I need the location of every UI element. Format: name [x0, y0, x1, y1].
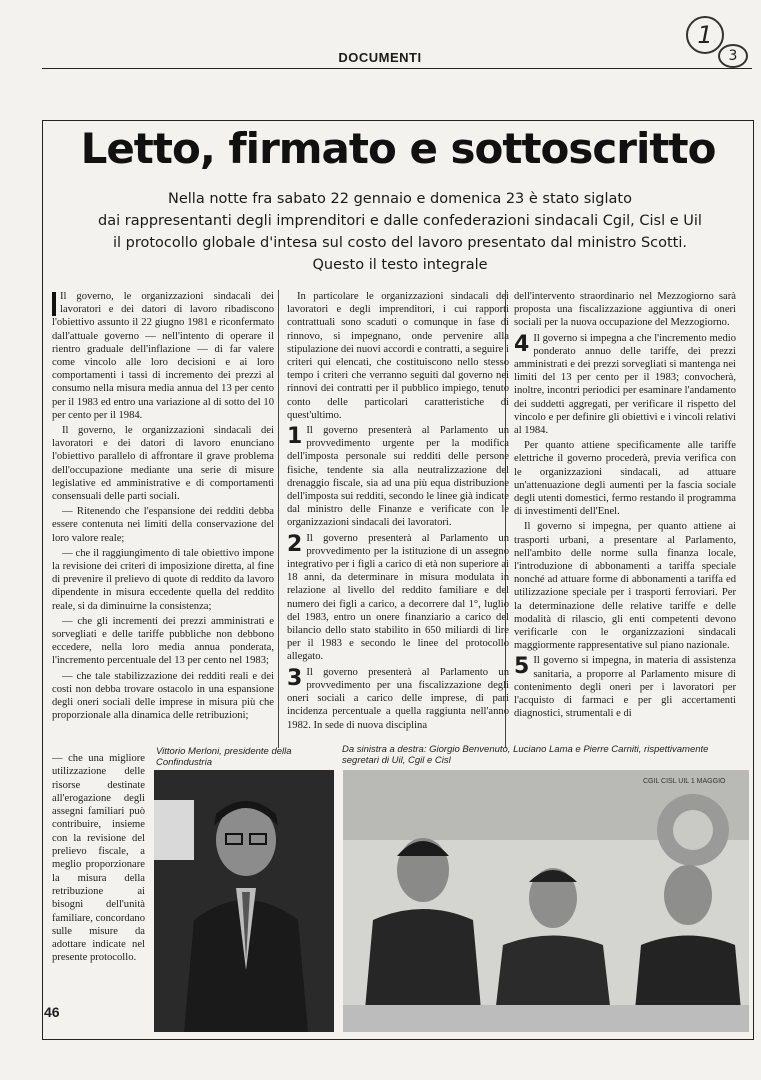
page-number: 46	[44, 1004, 60, 1020]
drop-bar	[52, 292, 56, 316]
section-label: DOCUMENTI	[338, 50, 422, 65]
paragraph: Il governo si impegna, per quanto attiene ai trasporti urbani, a presentare al Parlamento, nell'ambito delle norme sulla finanza locale, l'introduzione di abbonamenti a tariffa speciale nonché ad attuare forme di abbonamenti a tariffa ed utilizzazione speciale per i trasporti ferroviari. Per la determinazione delle relative tariffe e delle modalità di rilascio, gli enti competenti devono verificarle con le organizzazioni sindacali maggiormente rappresentative sul piano nazionale.	[514, 521, 736, 652]
photo-merloni	[154, 770, 334, 1032]
paragraph: Il governo, le organizzazioni sindacali dei lavoratori e dei datori di lavoro enunciano l'obiettivo parallelo di affrontare il grave problema dell'occupazione mediante una serie di misure legislative ed amministrative e di comportamenti consensuali delle parti sociali.	[52, 425, 274, 503]
subtitle-line: Nella notte fra sabato 22 gennaio e domenica 23 è stato siglato	[168, 191, 632, 207]
paragraph: — che una migliore utilizzazione delle risorse destinate all'erogazione degli assegni familiari può contribuire, insieme con la revisione del prelievo fiscale, a meglio proporzionare la misura della retribuzione ai bisogni dell'unità familiare, concordano sulle misure da adottare indicate nel presente protocollo.	[52, 753, 145, 964]
text-column-1	[52, 290, 274, 725]
paragraph: — che tale stabilizzazione dei redditi reali e dei costi non debba trovare ostacolo in una espansione degli oneri sociali delle imprese in misura più che proporzionale alla dinamica delle retribuzioni;	[52, 670, 274, 722]
handwritten-small-annotation: 3	[718, 44, 748, 68]
subtitle	[70, 188, 730, 276]
portrait-illustration	[154, 770, 334, 1032]
group-illustration	[343, 770, 749, 1032]
text-column-3	[514, 290, 736, 723]
paragraph: Per quanto attiene specificamente alle tariffe elettriche il governo procederà, previa verifica con le organizzazioni sindacali, ad attuare un'attenuazione degli aumenti per la fascia sociale degli utenti domestici, fermo restando il programma di investimenti dell'Enel.	[514, 440, 736, 518]
point-number: 1	[287, 424, 303, 450]
subtitle-line: Questo il testo integrale	[312, 257, 488, 273]
paragraph: — che gli incrementi dei prezzi amministrati e sorvegliati e delle tariffe pubbliche non debbono eccedere, nella loro media annua ponderata, l'incremento percentuale del 13 per cento nel 1983;	[52, 615, 274, 667]
paragraph: In particolare le organizzazioni sindacali dei lavoratori e degli imprenditori, i cui rapporti contrattuali sono scaduti o comunque in fase di rinnovo, si impegnano, onde pervenire alla stipulazione dei nuovi accordi e contratti, a seguire i criteri qui elencati, che costituiscono nello stesso tempo i criteri che verranno seguiti dal governo nei rinnovi dei contratti per il pubblico impiego, tenuto conto delle particolari caratteristiche di quest'ultimo.	[287, 291, 509, 421]
numbered-point: 3 Il governo presenterà al Parlamento un provvedimento per una fiscalizzazione degli oneri sociali a carico delle imprese, di pari incidenza percentuale a quella raggiunta nell'anno 1982. In sede di nuova disciplina	[287, 665, 509, 731]
point-number: 5	[514, 654, 530, 680]
paragraph: — che il raggiungimento di tale obiettivo impone la revisione dei criteri di imposizione diretta, al fine di prevenire il prelievo di quote di reddito da lavoro dipendente in misura eccedente quella del reddito reale, si da diminuirne la consistenza;	[52, 547, 274, 612]
subtitle-line: dai rappresentanti degli imprenditori e dalle confederazioni sindacali Cgil, Cisl e Uil	[98, 213, 702, 229]
headline: Letto, firmato e sottoscritto	[80, 124, 716, 173]
subtitle-line: il protocollo globale d'intesa sul costo del lavoro presentato dal ministro Scotti.	[112, 235, 688, 251]
paragraph: Il governo, le organizzazioni sindacali dei lavoratori e dei datori di lavoro ribadiscono l'obiettivo assunto il 22 giugno 1981 e riconfermato dall'attuale governo — nell'intento di operare il rientro graduale dell'inflazione — di far valere come vincolo alle loro decisioni e ai loro comportamenti i tassi di incremento dei prezzi al consumo nella misura media annua del 13 per cento per il 1983 ed entro una variazione al di sotto del 10 per cento per il 1984.	[52, 291, 274, 421]
photo-caption-right: Da sinistra a destra: Giorgio Benvenuto, Luciano Lama e Pierre Carniti, rispettivamente segretari di Uil, Cgil e Cisl	[342, 744, 709, 766]
point-number: 4	[514, 331, 530, 357]
numbered-point: 5 Il governo si impegna, in materia di assistenza sanitaria, a proporre al Parlamento misure di contenimento degli oneri per i lavoratori per l'acquisto di farmaci e per gli accertamenti diagnostici, strumentali e di	[514, 654, 736, 720]
point-number: 2	[287, 531, 303, 557]
text-column-narrow	[52, 752, 145, 965]
handwritten-number-annotation: 1	[686, 16, 724, 54]
point-number: 3	[287, 665, 303, 691]
paragraph: — Ritenendo che l'espansione dei redditi debba essere contenuta nei limiti della conservazione del loro valore reale;	[52, 506, 274, 544]
header-rule	[42, 68, 752, 69]
banner-text: CGIL CISL UIL 1 MAGGIO	[643, 778, 726, 785]
text-column-2	[287, 290, 509, 734]
photo-trade-union-leaders	[343, 770, 749, 1032]
column-divider	[278, 290, 279, 748]
photo-caption-left: Vittorio Merloni, presidente della Confindustria	[156, 746, 292, 768]
numbered-point: 2 Il governo presenterà al Parlamento un provvedimento per la istituzione di un assegno integrativo per i figli a carico di età non superiore ai 18 anni, da determinare in misura modulata in relazione al livello del reddito familiare e del numero dei figli a carico, a decorrere dal 1°, luglio del 1983, entro un onere finanziario a carico del bilancio dello stato stabilito in 650 miliardi di lire per il 1983 e secondo le linee del protocollo allegato.	[287, 531, 509, 663]
paragraph: dell'intervento straordinario nel Mezzogiorno sarà proposta una fiscalizzazione aggiuntiva di oneri sociali per la nuova occupazione del Mezzogiorno.	[514, 291, 736, 329]
numbered-point: 4 Il governo si impegna a che l'incremento medio ponderato annuo delle tariffe, dei prezzi amministrati e dei prezzi sorvegliati si mantenga nei limiti del 13 per cento per il 1983; convocherà, inoltre, incontri periodici per esaminare l'andamento dei suddetti aggregati, per verificare il rispetto del vincolo e per definire gli obiettivi e i vincoli relativi al 1984.	[514, 331, 736, 437]
numbered-point: 1 Il governo presenterà al Parlamento un provvedimento urgente per la modifica dell'imposta personale sui redditi delle persone fisiche, tendente sia alla neutralizzazione del drenaggio fiscale, sia ad una più equa distribuzione dell'imposta sui redditi, secondo le linee già indicate dal ministro delle Finanze e verificate con le organizzazioni sindacali dei lavoratori.	[287, 424, 509, 529]
